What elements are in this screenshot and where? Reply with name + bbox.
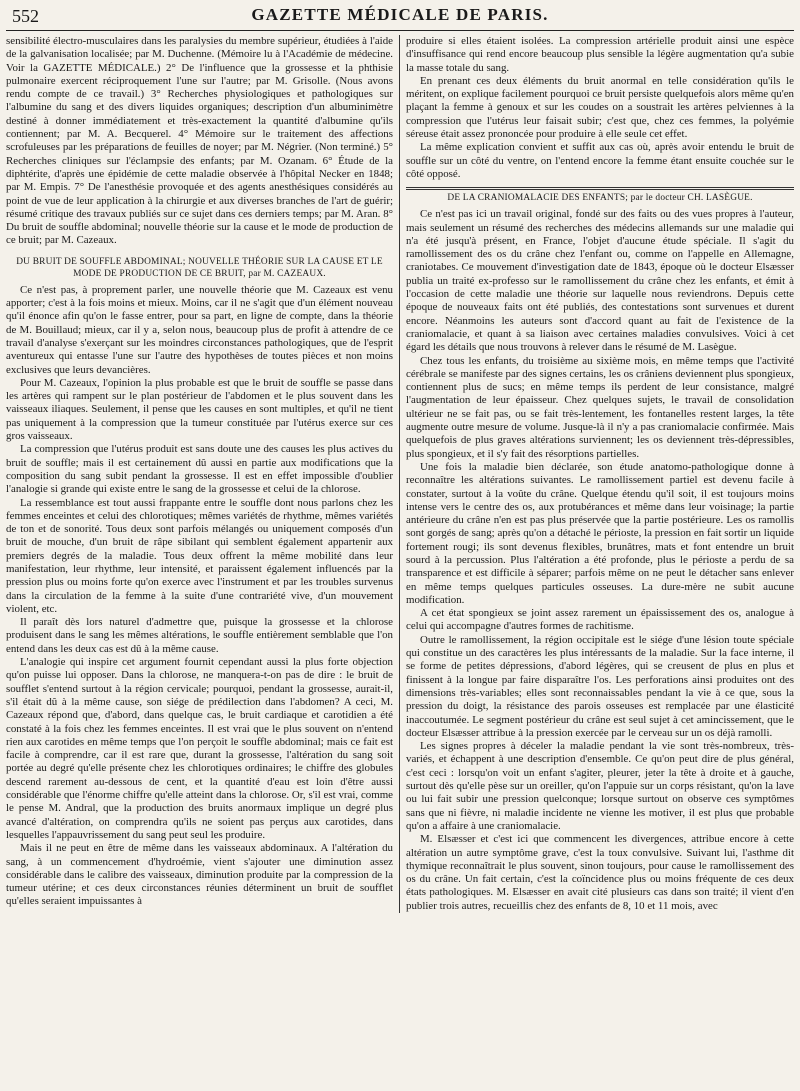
right-column [400,35,794,913]
paragraph: Outre le ramollissement, la région occipitale est le siége d'une lésion toute spéciale qui constitue un des caractères les plus intéressants de la maladie. Sur la face interne, il se forme de petites dépressions, d'abord légères, qui se creusent de plus en plus et finissent à la longue par faire disparaître l'os. Les perforations ainsi produites ont des dimensions très-variables; elles sont reconnaissables pendant la vie à ce que, sous la pression du doigt, la résistance des parois osseuses est remplacée par une élasticité inaccoutumée. Le segment postérieur du crâne est seul sujet à cet amincissement, que le docteur Elsæsser attribue à la pression exercée par le cerveau sur un os déjà ramolli. [406,633,794,739]
paragraph: En prenant ces deux éléments du bruit anormal en telle considération qu'ils le méritent, on explique facilement pourquoi ce bruit persiste quelquefois alors même qu'en plaçant la femme à genoux et sur les coudes on a soustrait les artères pelviennes à la compression que l'utérus leur faisait subir; c'est que, chez ces femmes, la polyémie séreuse était assez prononcée pour produire à elle seule cet effet. [406,74,794,141]
paragraph: Pour M. Cazeaux, l'opinion la plus probable est que le bruit de souffle se passe dans les artères qui rampent sur le plan postérieur de l'abdomen et le plus souvent dans les vaisseaux iliaques. Seulement, il pense que les causes en sont multiples, et qu'il ne tient pas uniquement à la compression que la tumeur constituée par l'utérus exerce sur ces gros vaisseaux. [6,376,393,443]
section-title-text: DE LA CRANIOMALACIE DES ENFANTS; [447,193,629,204]
paragraph: Il paraît dès lors naturel d'admettre que, puisque la grossesse et la chlorose produisent dans le sang les mêmes altérations, le souffle entièrement semblable que l'on entend dans les deux cas est dû à la même cause. [6,616,393,655]
paragraph: produire si elles étaient isolées. La compression artérielle produit ainsi une espèce d'insuffisance qui rend encore beaucoup plus sensible la légère augmentation qu'a subie la masse totale du sang. [406,35,794,74]
paragraph: Une fois la maladie bien déclarée, son étude anatomo-pathologique donne à reconnaître les altérations suivantes. Le ramollissement partiel est devenu facile à constater, surtout à la voûte du crâne. Quelque étendu qu'il soit, il est toujours moins intense vers le centre des os, aux protubérances et même dans leur voisinage; la partie antérieure du crâne n'en est pas plus préservée que la partie postérieure. Les os ramollis sont gorgés de sang; après qu'on a détaché le périoste, la pression en fait sortir un liquide fortement rougi; ils sont devenus flexibles, brunâtres, mats et font entendre un bruit sourd à la percussion. Plus l'altération a été profonde, plus le périoste a perdu de sa transparence et est difficile à séparer; parfois même on ne peut le détacher sans enlever en même temps quelques particules osseuses. La dure-mère ne subit aucune modification. [406,460,794,606]
paragraph: Mais il ne peut en être de même dans les vaisseaux abdominaux. A l'altération du sang, à un commencement d'hydroémie, vient s'ajouter une diminution assez considérable dans le calibre des vaisseaux, diminution produite par la compression de la tumeur utérine; et ces deux circonstances réunies déterminent un bruit de soufflet qu'elles seraient impuissantes à [6,842,393,908]
page-number: 552 [12,6,39,26]
paragraph: L'analogie qui inspire cet argument fournit cependant aussi la plus forte objection qu'on puisse lui opposer. Dans la chlorose, ne manquera-t-on pas de dire : le bruit de soufflet s'entend surtout à la région cervicale; pourquoi, pendant la grossesse, aurait-il, s'il était dû à la même cause, son siége de prédilection dans l'abdomen? A ceci, M. Cazeaux répond que, d'abord, dans quelque cas, le bruit cardiaque et carotidien a été constaté à la fois chez les femmes enceintes. Il est vrai que le plus souvent on n'entend rien aux carotides en même temps que l'on perçoit le souffle abdominal; mais ce fait est facile à comprendre, car il est rare que, durant la grossesse, l'altération du sang soit portée au degré qu'elle présente chez les chlorotiques ordinaires; le chiffre des globules descend rarement au-dessous de cent, et la quantité d'eau est loin d'être aussi considérable que l'énorme chiffre qu'elle atteint dans la chlorose. Or, s'il est vrai, comme le pense M. Andral, que la production des bruits anormaux implique un degré plus avancé d'altération, on comprendra qu'ils ne soient pas perçus aux carotides, dans lesquelles l'appauvrissement du sang peut seul les produire. [6,656,393,841]
paragraph: Ce n'est pas ici un travail original, fondé sur des faits ou des vues propres à l'auteur, mais seulement un résumé des recherches des médecins allemands sur une maladie qui n'a été jusqu'à présent, en France, l'objet d'aucune étude spéciale. Il s'agit du ramollissement des os du crâne chez l'enfant ou, comme on l'appelle en Allemagne, craniotabes. Ce mouvement d'investigation date de 1843, époque où le docteur Elsæsser publia un traité ex-professo sur le ramollissement du crâne chez les enfants, et émit à l'occasion de cette maladie une théorie sur laquelle nous reviendrons. Depuis cette époque de nouveaux faits ont été publiés, des contestations sont survenues et durent encore. Néanmoins les auteurs sont d'accord quant au fait de l'existence de la craniomalacie, et quant à sa liaison avec certaines maladies convulsives. Voici à cet égard les détails que nous trouvons à relever dans le résumé de M. Lasègue. [406,208,794,354]
paragraph: La compression que l'utérus produit est sans doute une des causes les plus actives du bruit de souffle; mais il est certainement dû aussi en partie aux modifications que la composition du sang subit pendant la grossesse. Il est en effet impossible d'oublier l'analogie si grande qui existe entre le sang de la grossesse et celui de la chlorose. [6,443,393,496]
left-column [6,35,400,913]
section-title [6,256,393,280]
paragraph: A cet état spongieux se joint assez rarement un épaississement des os, analogue à celui qui accompagne d'autres formes de rachitisme. [406,607,794,633]
journal-title: GAZETTE MÉDICALE DE PARIS. [251,5,549,24]
paragraph: La ressemblance est tout aussi frappante entre le souffle dont nous parlons chez les femmes enceintes et celui des chlorotiques; mêmes variétés de rhythme, mêmes variétés de ton et de sonorité. Tous deux sont parfois mélangés ou uniquement composés d'un bruit de mouche, d'un bruit de râpe sibilant qui semblent également appartenir aux premiers degrés de la maladie. Tous deux offrent la même mobilité dans leur manifestation, leur rhythme, leur intensité, et paraissent également influencés par la pression plus ou moins forte qu'on exerce avec l'instrument et par les troubles survenus dans la circulation de la femme à la suite d'une contrariété vive, d'un mouvement violent, etc. [6,496,393,615]
section-byline: par le docteur CH. LASÈGUE. [630,193,753,204]
paragraph: sensibilité électro-musculaires dans les paralysies du membre supérieur, étudiées à l'aide de la galvanisation localisée; par M. Duchenne. (Mémoire lu à l'Académie de médecine. Voir la GAZETTE MÉDICALE.) 2° De l'influence que la grossesse et la phthisie pulmonaire exercent réciproquement l'une sur l'autre; par M. Grisolle. (Nous avons rendu compte de ce travail.) 3° Recherches physiologiques et pathologiques sur l'albumine du sang et des divers liquides organiques; description d'un albuminimètre destiné à donner immédiatement et très-exactement la quantité d'albumine qu'ils contiennent; par M. A. Becquerel. 4° Mémoire sur le traitement des affections scrofuleuses par les préparations de feuilles de noyer; par M. Négrier. (Non terminé.) 5° Recherches cliniques sur l'éclampsie des enfants; par M. Ozanam. 6° Étude de la diphtérite, d'après une épidémie de cette maladie observée à l'hôpital Necker en 1848; par M. Empis. 7° De l'anesthésie provoquée et des agents anesthésiques considérés au point de vue de leur application à la chirurgie et aux diverses branches de l'art de guérir; résumé critique des travaux publiés sur ce sujet dans ces derniers temps; par M. Aran. 8° Du bruit de souffle abdominal; nouvelle théorie sur la cause et le mode de production de ce bruit; par M. Cazeaux. [6,35,393,247]
section-byline: par M. CAZEAUX. [248,268,326,279]
paragraph: M. Elsæsser et c'est ici que commencent les divergences, attribue encore à cette altération un autre symptôme grave, c'est la toux convulsive. Suivant lui, l'asthme dit thymique reconnaîtrait le plus souvent, sinon toujours, pour cause le ramollissement des os du crâne. Un fait certain, c'est la coïncidence plus ou moins fréquente de ces deux états pathologiques. M. Elsæsser en avait cité plusieurs cas dans son traité; il vient d'en publier trois autres, recueillis chez des enfants de 8, 10 et 11 mois, avec [406,833,794,912]
paragraph: Les signes propres à déceler la maladie pendant la vie sont très-nombreux, très-variés, et échappent à une description d'ensemble. Ce qu'on peut dire de plus général, c'est ceci : lorsqu'on voit un enfant s'agiter, pleurer, jeter la tête à droite et à gauche, surtout dès qu'elle pèse sur un oreiller, qu'on l'appuie sur un corps résistant, qu'on la lave ou lui fait subir une pression quelconque; lorsque surtout on observe ces symptômes sans que ni fièvre, ni maladie incidente ne vienne les motiver, il est plus que probable qu'on a affaire à une craniomalacie. [406,740,794,832]
paragraph: Ce n'est pas, à proprement parler, une nouvelle théorie que M. Cazeaux est venu apporter; c'est à la fois moins et mieux. Moins, car il ne s'agit que d'un élément nouveau qu'il énonce afin qu'on le fasse entrer, pour sa part, en ligne de compte, dans la théorie de M. Bouillaud; mieux, car il y a, selon nous, beaucoup plus de profit à attendre de ce travail d'analyse s'exerçant sur les moindres circonstances pathologiques, que de l'esprit aventureux qui entasse l'une sur l'autre des hypothèses de toutes pièces et non moins exclusives que leurs devancières. [6,283,393,376]
running-head [6,0,794,31]
section-title-text: DU BRUIT DE SOUFFLE ABDOMINAL; NOUVELLE THÉORIE SUR LA CAUSE ET LE MODE DE PRODUCTION DE CE BRUIT, [16,256,383,279]
columns [6,35,794,913]
paragraph: Chez tous les enfants, du troisième au sixième mois, en même temps que l'activité cérébrale se manifeste par des signes certains, les os crâniens deviennent plus spongieux, contiennent plus de sucs; en même temps ils perdent de leur consistance, malgré l'augmentation de leur épaisseur. Chez quelques sujets, le travail de consolidation ultérieur ne se fait pas, ou se fait très-lentement, les fontanelles restent larges, la tête augmente outre mesure de volume. Jusque-là il n'y a pas craniomalacie confirmée. Mais quelquefois de plus graves altérations surviennent; les os deviennent très-dépressibles, plus spongieux, et il s'y fait des résorptions partielles. [406,354,794,460]
paragraph: La même explication convient et suffit aux cas où, après avoir entendu le bruit de souffle sur un côté du ventre, on l'entend encore la femme étant ensuite couchée sur le côté opposé. [406,141,794,180]
section-title [406,187,794,204]
